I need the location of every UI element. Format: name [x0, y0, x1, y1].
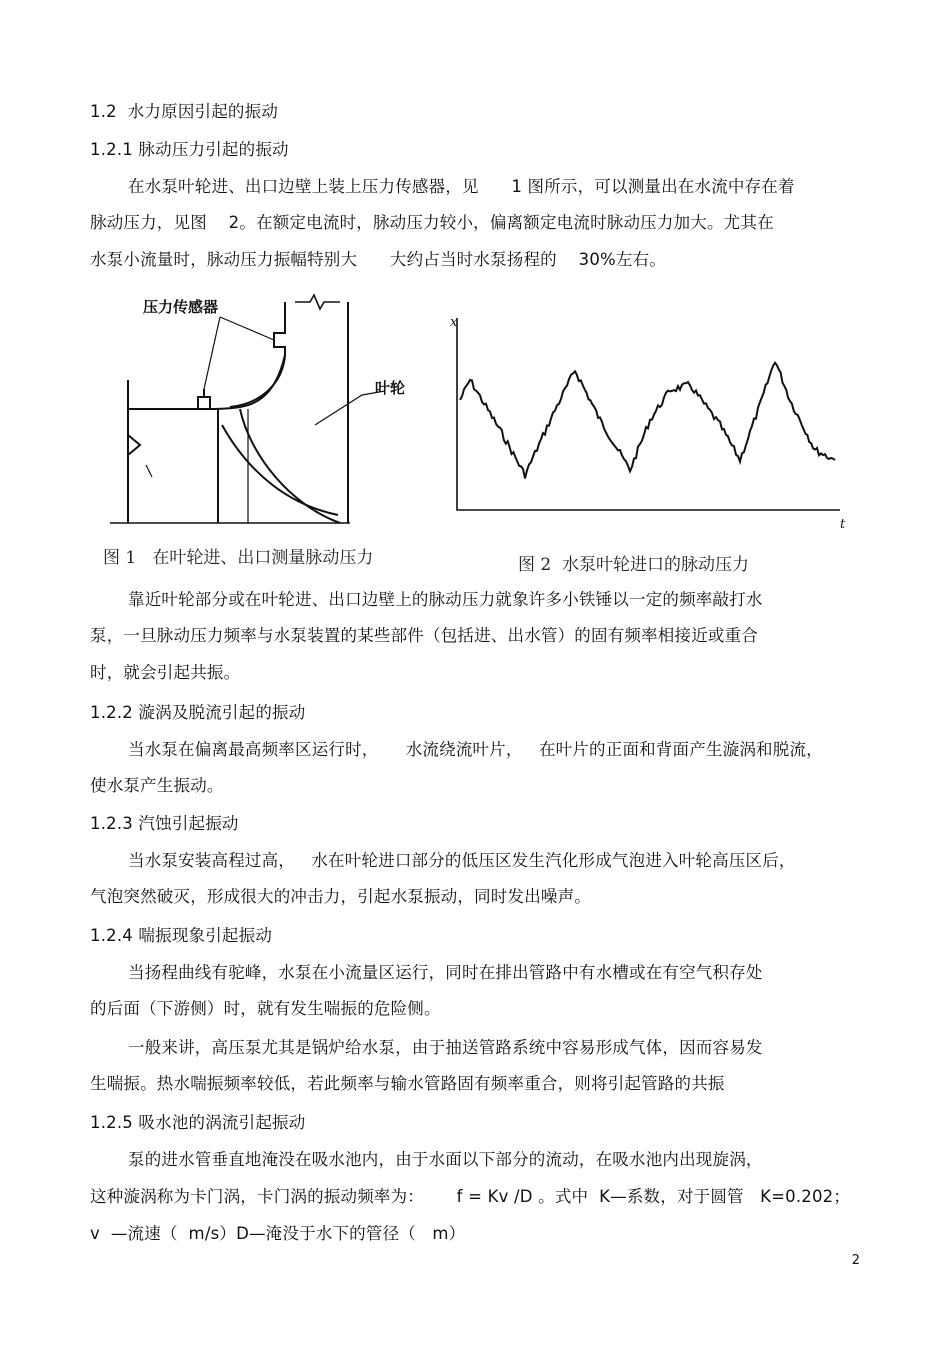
pressure-signal-line — [460, 363, 835, 479]
paragraph-line: 脉动压力，见图 2。在额定电流时，脉动压力较小，偏离额定电流时脉动压力加大。尤其在 — [90, 213, 774, 232]
section-1-2-title: 1.2 水力原因引起的振动 — [90, 102, 279, 121]
section-1-2-3-title: 1.2.3 汽蚀引起振动 — [90, 814, 239, 833]
page-number: 2 — [851, 1253, 860, 1268]
paragraph-line: 一般来讲，高压泵尤其是锅炉给水泵，由于抽送管路系统中容易形成气体，因而容易发 — [128, 1038, 763, 1057]
label-impeller: 叶轮 — [375, 379, 406, 397]
paragraph-line: 当水泵安装高程过高， 水在叶轮进口部分的低压区发生汽化形成气泡进入叶轮高压区后， — [128, 851, 796, 870]
section-1-2-4-title: 1.2.4 喘振现象引起振动 — [90, 926, 273, 945]
paragraph-line: 泵，一旦脉动压力频率与水泵装置的某些部件（包括进、出水管）的固有频率相接近或重合 — [90, 626, 758, 645]
figure-2-caption: 图 2 水泵叶轮进口的脉动压力 — [518, 555, 750, 575]
paragraph-line: 水泵小流量时，脉动压力振幅特别大 大约占当时水泵扬程的 30%左右。 — [90, 250, 667, 269]
x-axis-label: t — [840, 517, 846, 532]
paragraph-line: v —流速（ m/s）D—淹没于水下的管径（ m） — [90, 1224, 466, 1243]
paragraph-line: 时，就会引起共振。 — [90, 663, 241, 682]
paragraph-line: 泵的进水管垂直地淹没在吸水池内，由于水面以下部分的流动，在吸水池内出现旋涡， — [128, 1150, 763, 1169]
paragraph-line: 使水泵产生振动。 — [90, 776, 224, 795]
figure-1-caption: 图 1 在叶轮进、出口测量脉动压力 — [103, 548, 374, 568]
paragraph-line: 这种漩涡称为卡门涡，卡门涡的振动频率为： f = Kv /D 。式中 K—系数，对于圆管 K=0.202； — [90, 1187, 851, 1206]
y-axis-label: x — [450, 315, 458, 330]
paragraph-line: 气泡突然破灭，形成很大的冲击力，引起水泵振动，同时发出噪声。 — [90, 887, 591, 906]
figure-1-impeller-diagram — [100, 285, 440, 530]
paragraph-line: 靠近叶轮部分或在叶轮进、出口边壁上的脉动压力就象许多小铁锤以一定的频率敲打水 — [128, 590, 763, 609]
paragraph-line: 当扬程曲线有驼峰，水泵在小流量区运行，同时在排出管路中有水槽或在有空气积存处 — [128, 963, 763, 982]
paragraph-line: 生喘振。热水喘振频率较低，若此频率与输水管路固有频率重合，则将引起管路的共振 — [90, 1074, 725, 1093]
paragraph-line: 在水泵叶轮进、出口边壁上装上压力传感器，见 1 图所示，可以测量出在水流中存在着 — [128, 177, 795, 196]
plot-axes — [457, 318, 840, 510]
section-1-2-2-title: 1.2.2 漩涡及脱流引起的振动 — [90, 703, 306, 722]
paragraph-line: 的后面（下游侧）时，就有发生喘振的危险侧。 — [90, 999, 441, 1018]
figure-2-pressure-plot — [440, 310, 850, 535]
section-1-2-1-title: 1.2.1 脉动压力引起的振动 — [90, 140, 289, 159]
paragraph-line: 当水泵在偏离最高频率区运行时， 水流绕流叶片， 在叶片的正面和背面产生漩涡和脱流， — [128, 740, 823, 759]
label-pressure-sensor: 压力传感器 — [143, 298, 219, 316]
section-1-2-5-title: 1.2.5 吸水池的涡流引起振动 — [90, 1113, 306, 1132]
